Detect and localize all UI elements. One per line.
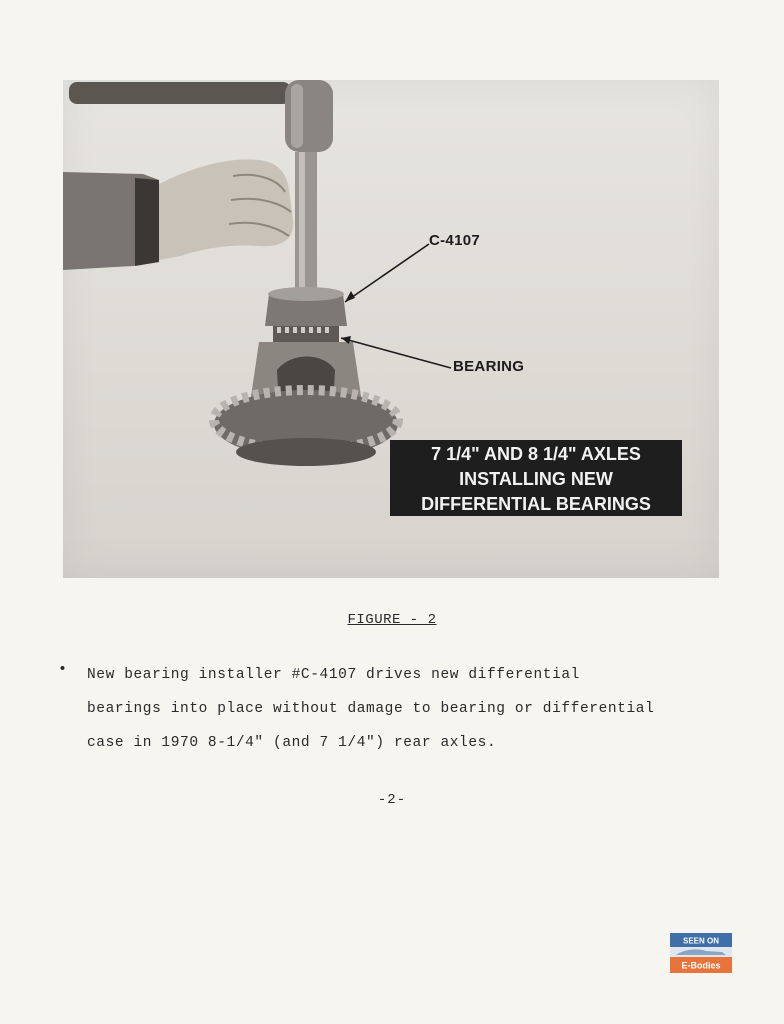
bearing <box>273 326 339 342</box>
callout-bearing: BEARING <box>453 358 525 375</box>
figure-photo <box>63 80 719 578</box>
watermark-badge <box>670 933 732 973</box>
body-line-2: bearings into place without damage to bearing or differential <box>87 701 655 717</box>
body-line-3: case in 1970 8-1/4" (and 7 1/4") rear axles. <box>87 735 497 751</box>
title-line-3: DIFFERENTIAL BEARINGS <box>421 494 651 514</box>
seen-on-watermark <box>670 933 732 973</box>
hand <box>159 159 293 260</box>
bullet-marker: • <box>58 661 68 678</box>
leader-arrow-c4107 <box>345 291 355 302</box>
gear-base <box>236 438 376 466</box>
hammer-handle <box>69 82 291 104</box>
cup-rim <box>268 287 344 301</box>
tool-shaft <box>295 152 317 294</box>
figure-caption-text: FIGURE - 2 <box>347 612 437 628</box>
shaft-highlight <box>299 152 305 294</box>
leader-line-bearing <box>341 338 451 368</box>
watermark-bottom-text: E-Bodies <box>681 960 721 971</box>
hammer-highlight <box>291 84 303 148</box>
figure-caption <box>0 612 784 628</box>
body-paragraph <box>87 658 727 760</box>
cuff <box>135 178 159 266</box>
title-line-1: 7 1/4" AND 8 1/4" AXLES <box>431 444 641 464</box>
watermark-top-text: SEEN ON <box>682 936 720 946</box>
leader-line-c4107 <box>345 244 429 302</box>
page-number: -2- <box>377 792 407 808</box>
callout-c4107: C-4107 <box>429 232 480 249</box>
title-line-2: INSTALLING NEW <box>459 469 613 489</box>
body-line-1: New bearing installer #C-4107 drives new differential <box>87 667 580 683</box>
figure-title-label <box>390 440 682 516</box>
